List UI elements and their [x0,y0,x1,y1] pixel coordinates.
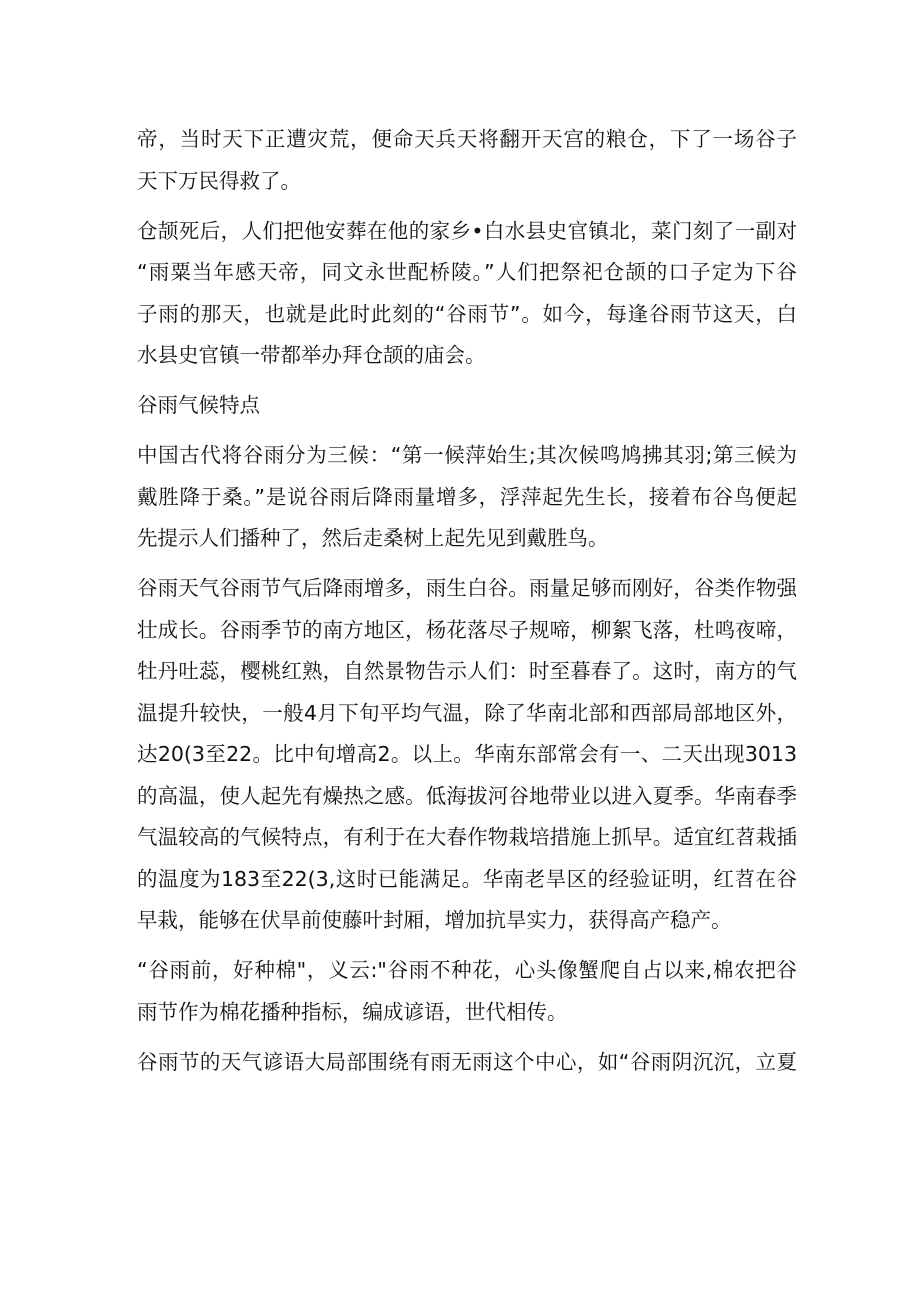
paragraph [137,211,797,377]
document-body [137,119,797,1083]
text-line: 壮成长。谷雨季节的南方地区，杨花落尽子规啼，柳絮飞落，杜鸣夜啼， [137,617,797,642]
text-line: 帝，当时天下正遭灾荒，便命天兵天将翻开天宫的粮仓，下了一场谷子 [137,127,797,151]
paragraph [137,435,797,560]
text-line: “雨粟当年感天帝，同文永世配桥陵。”人们把祭祀仓颉的口子定为下谷 [137,260,797,284]
section-heading [137,385,797,427]
text-line: 仓颉死后，人们把他安葬在他的家乡•白水县史官镇北，菜门刻了一副对 [137,218,797,243]
text-line: 牡丹吐蕊，樱桃红熟，自然景物告示人们：时至暮春了。这时，南方的气 [137,659,797,683]
text-line: 温提升较快，一般4月下旬平均气温，除了华南北部和西部局部地区外， [137,700,797,725]
text-line: 天下万民得救了。 [137,168,301,193]
text-line: 戴胜降于桑。”是说谷雨后降雨量增多，浮萍起先生长，接着布谷鸟便起 [137,484,797,509]
text-line: 谷雨节的天气谚语大局部围绕有雨无雨这个中心，如“谷雨阴沉沉，立夏 [137,1049,797,1074]
paragraph-gap [137,202,797,211]
paragraph-gap [137,560,797,569]
text-line: 谷雨气候特点 [137,393,260,417]
text-line: 气温较高的气候特点，有利于在大春作物栽培措施上抓早。适宜红苕栽插 [137,825,797,849]
text-line: “谷雨前，好种棉"，义云:"谷雨不种花，心头像蟹爬自占以来,棉农把谷 [137,958,797,982]
text-line: 谷雨天气谷雨节气后降雨增多，雨生白谷。雨量足够而刚好，谷类作物强 [137,576,797,600]
paragraph [137,1042,797,1084]
text-line: 水县史官镇一带都举办拜仓颉的庙会。 [137,343,486,367]
text-line: 的高温，使人起先有燥热之感。低海拔河谷地带业以进入夏季。华南春季 [137,783,797,808]
text-line: 子雨的那天，也就是此时此刻的“谷雨节”。如今，每逢谷雨节这天，白 [137,301,797,326]
text-line: 达20(3至22。比中旬增高2。以上。华南东部常会有一、二天出现3013 [137,742,797,766]
paragraph-gap [137,1033,797,1042]
text-line: 雨节作为棉花播种指标，编成谚语，世代相传。 [137,999,568,1024]
text-line: 中国古代将谷雨分为三候：“第一候萍始生;其次候鸣鸠拂其羽;第三候为 [137,443,797,467]
paragraph [137,950,797,1033]
paragraph-gap [137,942,797,951]
text-line: 先提示人们播种了，然后走桑树上起先见到戴胜鸟。 [137,526,609,550]
paragraph-gap [137,427,797,436]
paragraph-gap [137,377,797,386]
paragraph [137,568,797,942]
paragraph [137,119,797,202]
text-line: 的温度为183至22(3,这时已能满足。华南老旱区的经验证明，红苕在谷 [137,866,797,891]
text-line: 早栽，能够在伏旱前使藤叶封厢，增加抗旱实力，获得高产稳产。 [137,908,732,932]
